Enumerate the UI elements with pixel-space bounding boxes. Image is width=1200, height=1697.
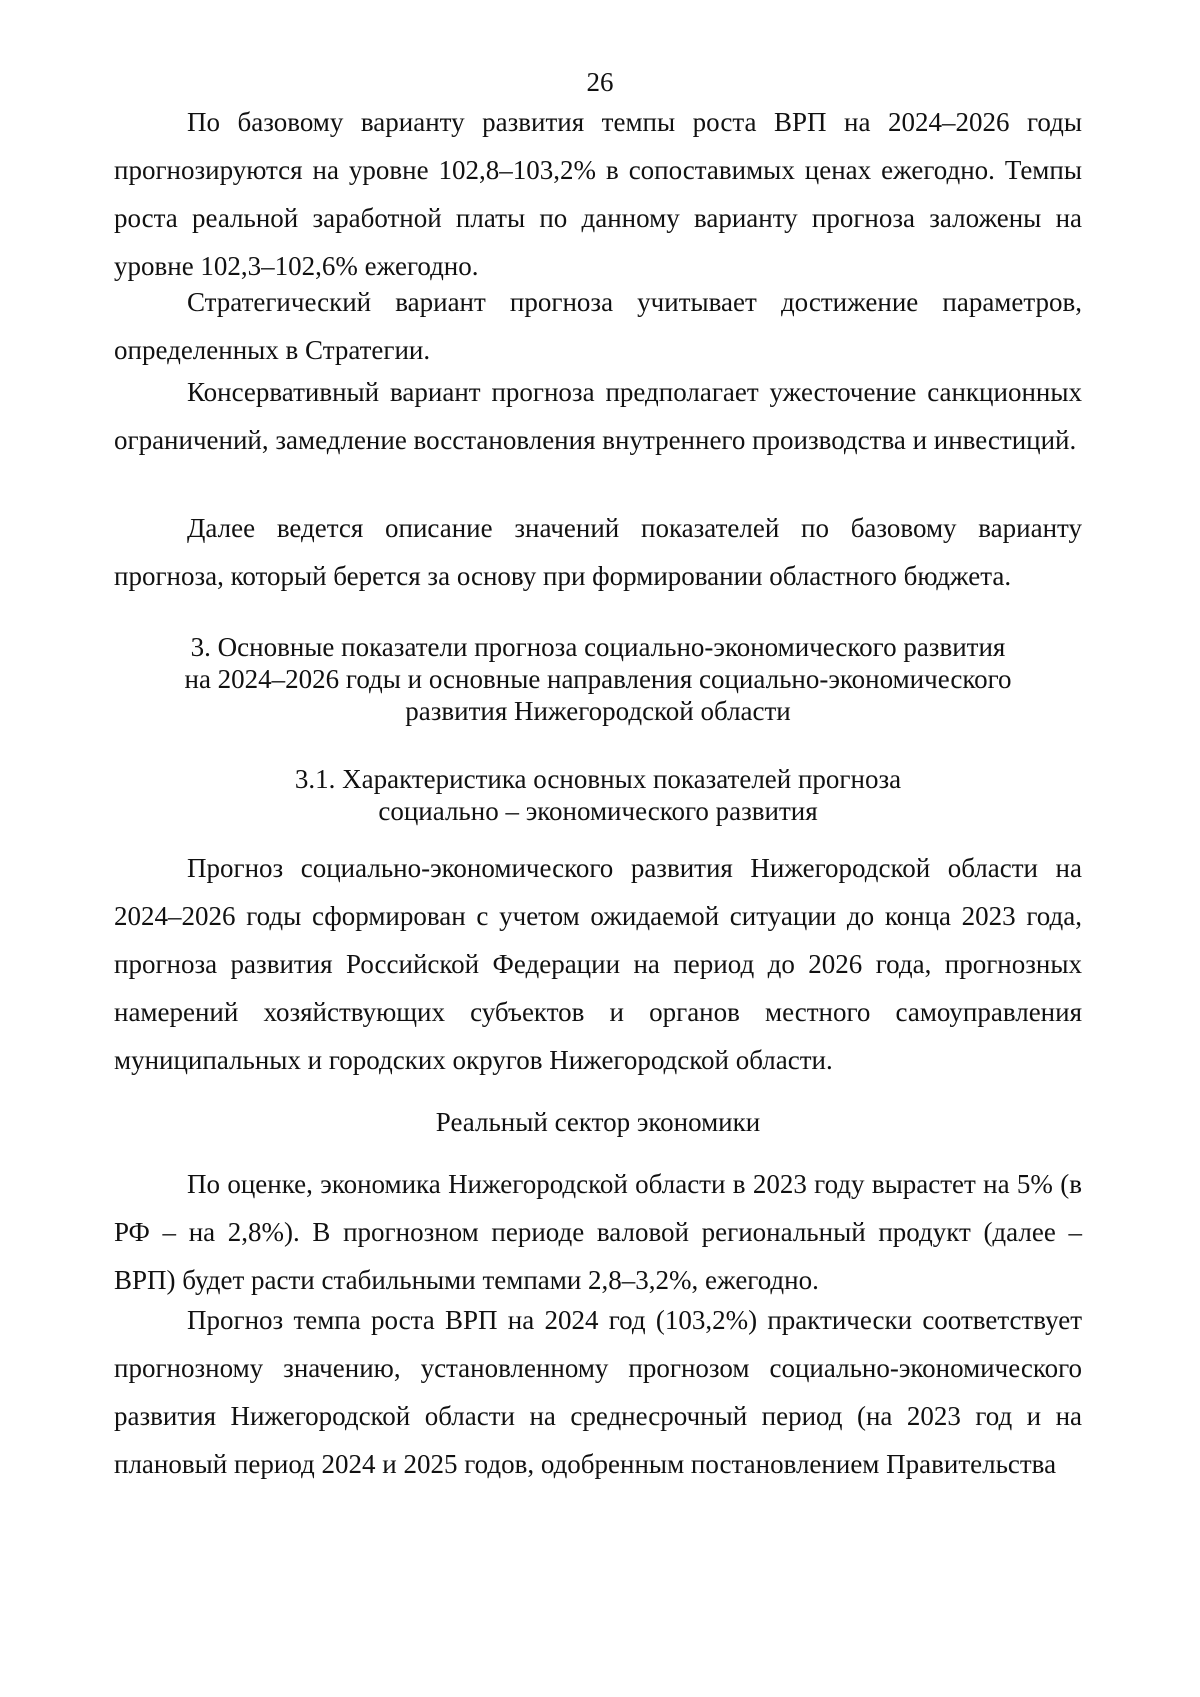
section-3-heading-line-2: на 2024–2026 годы и основные направления социально-экономического <box>184 664 1012 694</box>
section-3-heading <box>114 631 1082 727</box>
section-3-1-heading-line-1: 3.1. Характеристика основных показателей прогноза <box>294 764 902 794</box>
paragraph-economy-growth: По оценке, экономика Нижегородской области в 2023 году вырастет на 5% (в РФ – на 2,8%). В прогнозном периоде валовой региональный продукт (далее – ВРП) будет расти стабильными темпами 2,8–3,2%, ежегодно. <box>114 1169 1082 1295</box>
section-3-1-heading <box>114 763 1082 827</box>
section-3-1-heading-line-2: социально – экономического развития <box>378 796 818 826</box>
section-3-heading-line-3: развития Нижегородской области <box>405 696 791 726</box>
page-number: 26 <box>586 67 614 97</box>
paragraph-forecast-basis: Прогноз социально-экономического развития Нижегородской области на 2024–2026 годы сформирован с учетом ожидаемой ситуации до конца 2023 года, прогноза развития Российской Федерации на период до 2026 года, прогнозных намерений хозяйствующих субъектов и органов местного самоуправления муниципальных и городских округов Нижегородской области. <box>114 853 1082 1075</box>
paragraph-conservative-scenario: Консервативный вариант прогноза предполагает ужесточение санкционных ограничений, замедление восстановления внутреннего производства и инвестиций. <box>114 377 1082 455</box>
paragraph-base-scenario: По базовому варианту развития темпы роста ВРП на 2024–2026 годы прогнозируются на уровне 102,8–103,2% в сопоставимых ценах ежегодно. Темпы роста реальной заработной платы по данному варианту прогноза заложены на уровне 102,3–102,6% ежегодно. <box>114 107 1082 281</box>
paragraph-grp-forecast: Прогноз темпа роста ВРП на 2024 год (103,2%) практически соответствует прогнозному значению, установленному прогнозом социально-экономического развития Нижегородской области на среднесрочный период (на 2023 год и на плановый период 2024 и 2025 годов, одобренным постановлением Правительства <box>114 1305 1082 1479</box>
section-3-heading-line-1: 3. Основные показатели прогноза социально-экономического развития <box>190 632 1006 662</box>
paragraph-basis-note: Далее ведется описание значений показателей по базовому варианту прогноза, который берется за основу при формировании областного бюджета. <box>114 513 1082 591</box>
real-sector-heading: Реальный сектор экономики <box>435 1107 761 1137</box>
paragraph-strategic-scenario: Стратегический вариант прогноза учитывает достижение параметров, определенных в Стратегии. <box>114 287 1082 365</box>
